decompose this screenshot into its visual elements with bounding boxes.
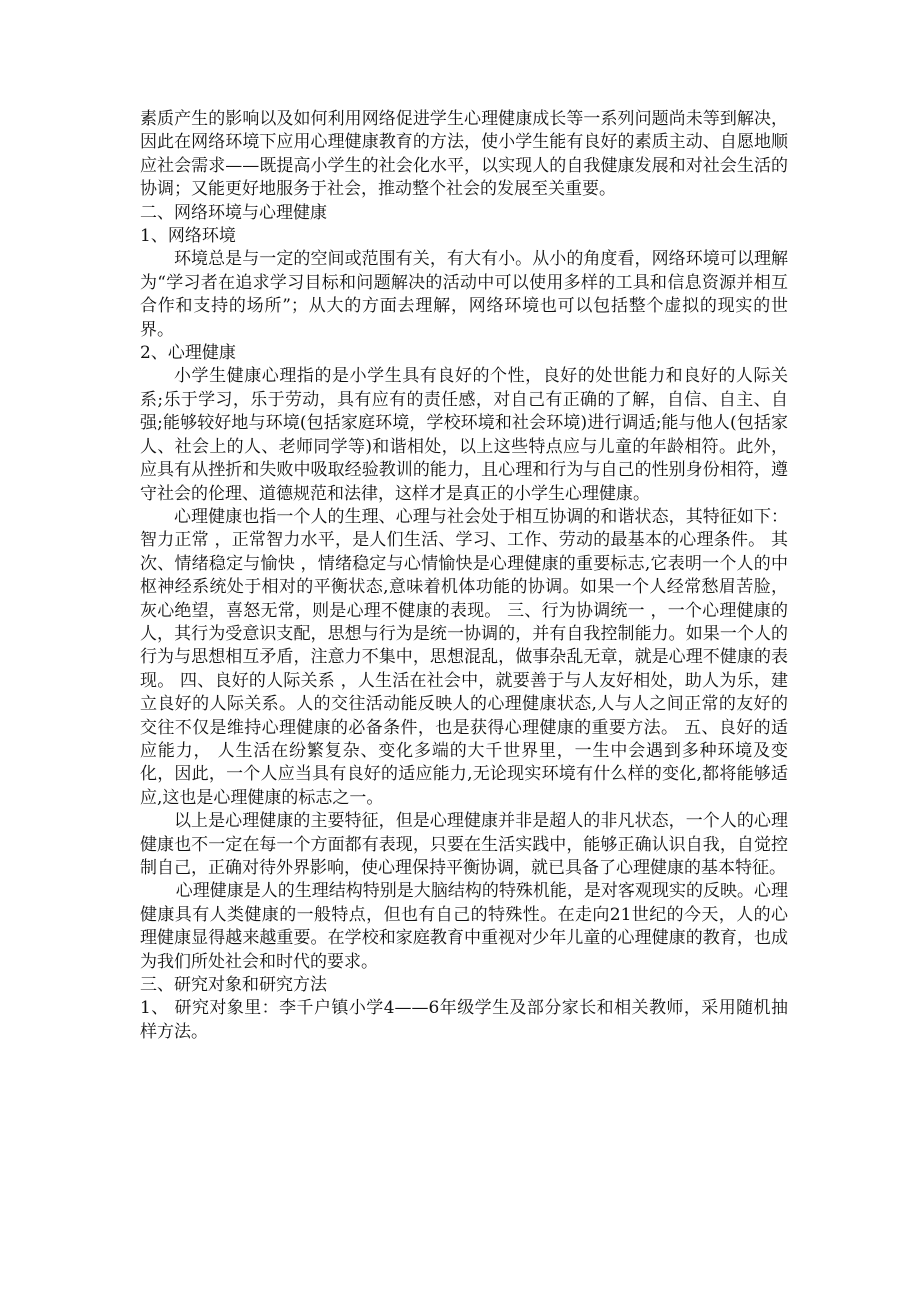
subheading-mental-health: 2、心理健康 xyxy=(140,343,236,364)
document-body xyxy=(140,108,788,1044)
paragraph-research-subjects: 1、 研究对象里：李千户镇小学4——6年级学生及部分家长和相关教师，采用随机抽样方法。 xyxy=(140,998,788,1042)
subheading-network-environment: 1、网络环境 xyxy=(140,226,236,247)
section-heading-research-subjects-methods: 三、研究对象和研究方法 xyxy=(140,975,327,996)
paragraph-network-environment: 环境总是与一定的空间或范围有关，有大有小。从小的角度看，网络环境可以理解为“学习者在追求学习目标和问题解决的活动中可以使用多样的工具和信息资源并相互合作和支持的场所”；从大的方面去理解，网络环境也可以包括整个虚拟的现实的世界。 xyxy=(140,249,788,340)
paragraph-main-features-summary: 以上是心理健康的主要特征，但是心理健康并非是超人的非凡状态，一个人的心理健康也不一定在每一个方面都有表现，只要在生活实践中，能够正确认识自我，自觉控制自己，正确对待外界影响，使心理保持平衡协调，就已具备了心理健康的基本特征。 xyxy=(140,811,788,878)
section-heading-network-and-mental-health: 二、网络环境与心理健康 xyxy=(140,202,327,223)
paragraph-mental-health-features: 心理健康也指一个人的生理、心理与社会处于相互协调的和谐状态，其特征如下： 智力正常 ，正常智力水平，是人们生活、学习、工作、劳动的最基本的心理条件。 其次、情绪稳定与愉快 ，情绪稳定与心情愉快是心理健康的重要标志,它表明一个人的中枢神经系统处于相对的平衡状态,意味着机体功能的协调。如果一个人经常愁眉苦脸，灰心绝望，喜怒无常，则是心理不健康的表现。 三、行为协调统一 ，一个心理健康的人，其行为受意识支配，思想与行为是统一协调的，并有自我控制能力。如果一个人的行为与思想相互矛盾，注意力不集中，思想混乱，做事杂乱无章，就是心理不健康的表现。 四、良好的人际关系 ，人生活在社会中，就要善于与人友好相处，助人为乐，建立良好的人际关系。人的交往活动能反映人的心理健康状态,人与人之间正常的友好的交往不仅是维持心理健康的必备条件，也是获得心理健康的重要方法。 五、良好的适应能力， 人生活在纷繁复杂、变化多端的大千世界里，一生中会遇到多种环境及变化，因此，一个人应当具有良好的适应能力,无论现实环境有什么样的变化,都将能够适应,这也是心理健康的标志之一。 xyxy=(140,506,788,808)
paragraph-mental-health-importance: 心理健康是人的生理结构特别是大脑结构的特殊机能，是对客观现实的反映。心理健康具有人类健康的一般特点，但也有自己的特殊性。在走向21世纪的今天，人的心理健康显得越来越重要。在学校和家庭教育中重视对少年儿童的心理健康的教育，也成为我们所处社会和时代的要求。 xyxy=(140,881,788,972)
paragraph-student-mental-health: 小学生健康心理指的是小学生具有良好的个性，良好的处世能力和良好的人际关系;乐于学习，乐于劳动，具有应有的责任感，对自己有正确的了解，自信、自主、自强;能够较好地与环境(包括家庭环境，学校环境和社会环境)进行调适;能与他人(包括家人、社会上的人、老师同学等)和谐相处，以上这些特点应与儿童的年龄相符。此外，应具有从挫折和失败中吸取经验教训的能力，且心理和行为与自己的性别身份相符，遵守社会的伦理、道德规范和法律，这样才是真正的小学生心理健康。 xyxy=(140,366,788,504)
paragraph-intro-continuation: 素质产生的影响以及如何利用网络促进学生心理健康成长等一系列问题尚未等到解决，因此在网络环境下应用心理健康教育的方法，使小学生能有良好的素质主动、自愿地顺应社会需求——既提高小学生的社会化水平，以实现人的自我健康发展和对社会生活的协调；又能更好地服务于社会，推动整个社会的发展至关重要。 xyxy=(140,109,788,200)
